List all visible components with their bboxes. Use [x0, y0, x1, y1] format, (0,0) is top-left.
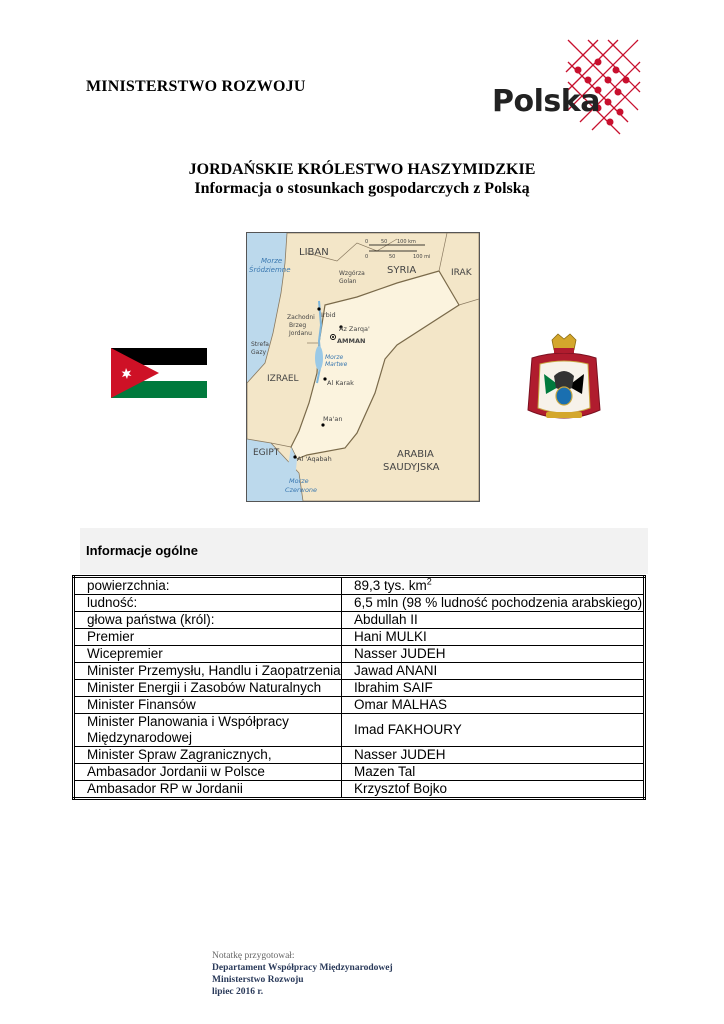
table-value-text: Mazen Tal — [354, 764, 416, 779]
map-label-morze-srodziemne-2: Śródziemne — [249, 266, 291, 274]
table-cell-value — [342, 663, 645, 680]
ministry-name: MINISTERSTWO ROZWOJU — [86, 78, 306, 95]
footer-prepared-by: Notatkę przygotował: — [212, 951, 295, 961]
table-row — [74, 577, 645, 595]
table-cell-label: Minister Energii i Zasobów Naturalnych — [74, 680, 342, 697]
table-cell-value — [342, 781, 645, 799]
footer-date: lipiec 2016 r. — [212, 987, 264, 997]
map-label-czerwone: Czerwone — [285, 486, 318, 494]
footer-department: Departament Współpracy Międzynarodowej — [212, 963, 393, 973]
map-label-al-karak: Al Karak — [327, 379, 354, 387]
map-label-martwe: Martwe — [325, 361, 348, 368]
map-label-irbid: Irbid — [321, 311, 336, 319]
table-cell-label: Minister Przemysłu, Handlu i Zaopatrzenia — [74, 663, 342, 680]
table-row — [74, 629, 645, 646]
map-label-strefa: Strefa — [251, 341, 269, 348]
map-label-egipt: EGIPT — [253, 448, 280, 458]
table-row — [74, 764, 645, 781]
map-label-liban: LIBAN — [299, 247, 329, 258]
footer-ministry: Ministerstwo Rozwoju — [212, 975, 304, 985]
map-of-jordan — [246, 232, 480, 502]
map-label-izrael: IZRAEL — [267, 374, 299, 384]
section-title: Informacje ogólne — [86, 543, 198, 558]
table-value-text: Omar MALHAS — [354, 697, 448, 712]
table-cell-label: ludność: — [74, 595, 342, 612]
document-title: JORDAŃSKIE KRÓLESTWO HASZYMIDZKIE — [188, 161, 536, 178]
table-cell-value — [342, 764, 645, 781]
map-label-al-aqabah: Al 'Aqabah — [297, 455, 332, 463]
table-cell-label: Minister Planowania i Współpracy Międzynarodowej — [74, 714, 342, 747]
table-cell-label: Premier — [74, 629, 342, 646]
table-cell-value — [342, 714, 645, 747]
map-label-irak: IRAK — [451, 268, 472, 278]
table-row — [74, 663, 645, 680]
table-row — [74, 646, 645, 663]
table-value-text: Nasser JUDEH — [354, 646, 446, 661]
table-value-text: Jawad ANANI — [354, 663, 438, 678]
map-label-wzgorza: Wzgórza — [339, 270, 365, 277]
table-value-text: Krzysztof Bojko — [354, 781, 448, 796]
table-cell-label: Wicepremier — [74, 646, 342, 663]
table-row — [74, 697, 645, 714]
table-cell-label: Minister Spraw Zagranicznych, — [74, 747, 342, 764]
map-label-scale-100mi: 100 mi — [413, 254, 431, 260]
table-cell-value — [342, 629, 645, 646]
table-value-text: Abdullah II — [354, 612, 418, 627]
table-value-text: Ibrahim SAIF — [354, 680, 433, 695]
table-cell-value — [342, 697, 645, 714]
table-value-text: Nasser JUDEH — [354, 747, 446, 762]
map-label-scale-0b: 0 — [365, 254, 369, 260]
map-label-scale-50b: 50 — [389, 254, 396, 260]
polska-logo — [488, 32, 650, 142]
map-label-jordanu: Jordanu — [289, 330, 312, 337]
map-label-scale-100km: 100 km — [397, 239, 416, 245]
map-label-arabia: ARABIA — [397, 449, 434, 460]
table-cell-label: powierzchnia: — [74, 577, 342, 595]
document-subtitle: Informacja o stosunkach gospodarczych z Polską — [194, 180, 530, 197]
table-value-text: Imad FAKHOURY — [354, 722, 462, 737]
table-cell-value — [342, 577, 645, 595]
logo-wordmark: Polska — [492, 84, 600, 119]
table-value-text: Hani MULKI — [354, 629, 427, 644]
table-value-text: 89,3 tys. km — [354, 578, 427, 593]
map-label-golan: Golan — [339, 278, 357, 285]
table-row — [74, 595, 645, 612]
map-label-morze-martwe: Morze — [325, 354, 344, 361]
map-label-syria: SYRIA — [387, 265, 417, 276]
table-cell-label: głowa państwa (król): — [74, 612, 342, 629]
table-cell-value — [342, 747, 645, 764]
map-label-gazy: Gazy — [251, 349, 267, 356]
table-value-superscript: 2 — [426, 576, 432, 587]
map-label-amman: AMMAN — [337, 337, 366, 345]
table-row — [74, 714, 645, 747]
map-label-saudyjska: SAUDYJSKA — [383, 462, 440, 473]
general-info-table — [72, 575, 646, 800]
map-label-brzeg: Brzeg — [289, 322, 307, 329]
table-cell-label: Ambasador RP w Jordanii — [74, 781, 342, 799]
table-cell-value — [342, 646, 645, 663]
map-label-morze-srodziemne: Morze — [261, 257, 283, 265]
map-label-morze-czerwone: Morze — [289, 477, 309, 485]
table-cell-value — [342, 612, 645, 629]
table-row — [74, 781, 645, 799]
map-label-maan: Ma'an — [323, 415, 343, 423]
table-value-text: 6,5 mln (98 % ludność pochodzenia arabskiego) — [354, 595, 643, 610]
map-label-scale-0a: 0 — [365, 239, 369, 245]
table-row — [74, 747, 645, 764]
map-label-scale-50a: 50 — [381, 239, 388, 245]
footer — [212, 950, 393, 998]
map-label-zachodni: Zachodni — [287, 314, 315, 321]
table-cell-label: Minister Finansów — [74, 697, 342, 714]
coat-of-arms-of-jordan-icon — [524, 330, 604, 428]
table-cell-value — [342, 595, 645, 612]
map-label-az-zarqa: Az Zarqa' — [339, 325, 370, 333]
table-row — [74, 680, 645, 697]
flag-of-jordan-icon — [111, 348, 207, 398]
table-cell-label: Ambasador Jordanii w Polsce — [74, 764, 342, 781]
table-row — [74, 612, 645, 629]
table-cell-value — [342, 680, 645, 697]
